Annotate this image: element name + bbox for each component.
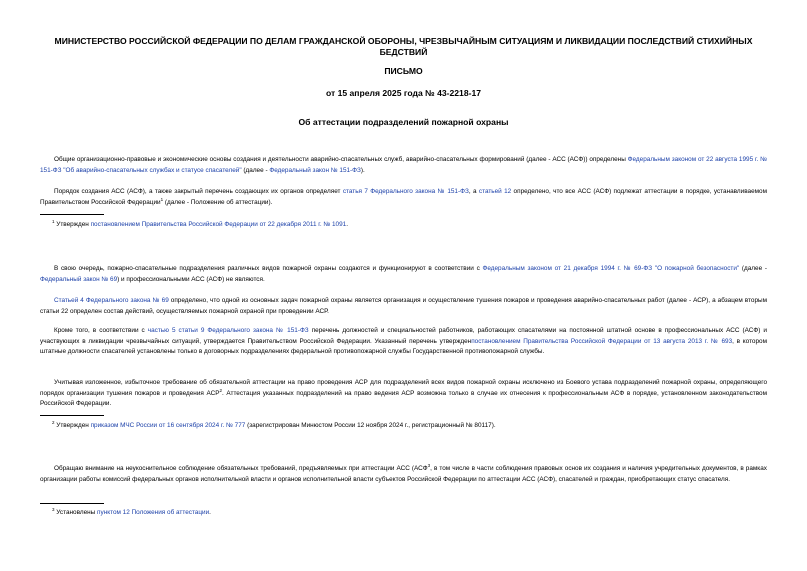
footnote-mark-3: 3 — [52, 506, 55, 512]
link-resolution-693[interactable]: постановлением Правительства Российской Федерации от 13 августа 2013 г. № 693 — [471, 337, 733, 345]
link-law-151fz[interactable]: Федеральным законом от 22 августа 1995 г. № 151-ФЗ "Об аварийно-спасательных службах и статусе спасателей" — [40, 156, 768, 174]
paragraph-3: В свою очередь, пожарно-спасательные подразделения различных видов пожарной охраны создаются и функционируют в соответствии с Федеральным законом от 21 декабря 1994 г. № 69-ФЗ "О пожарной безопасности" (далее - Федеральный закон № 69) и профессиональными АСС (АСФ) не являются. — [40, 265, 767, 283]
paragraph-7: Обращаю внимание на неукоснительное соблюдение обязательных требований, предъявляемых при аттестации АСС (АСФ$^3$, в том числе в части соблюдения правовых основ их создания и наличия учредительных документов, в рамках организации работы комиссий федеральных органов исполнительной власти и органов исполнительной власти субъектов Российской Федерации по аттестации АСС (АСФ), спасателей и граждан, приобретающих статус спасателя. — [40, 462, 767, 483]
footnote-divider-3 — [40, 503, 104, 504]
link-article-7[interactable]: статья 7 Федерального закона № 151-ФЗ — [342, 188, 469, 195]
paragraph-6: Учитывая изложенное, избыточное требование об обязательной аттестации на право проведения АСР для подразделений всех видов пожарной охраны исключено из Боевого устава подразделений пожарной охраны, определяющего порядок организации тушения пожаров и проведения АСР$^2$. Аттестация указанных подразделений на право ведения АСР возможна только в случае их отнесения к профессиональным АСФ в порядке, установленном законодательством Российской Федерации. — [40, 379, 767, 408]
doc-subject: Об аттестации подразделений пожарной охраны — [298, 117, 509, 127]
footnote-ref-2[interactable]: 2 — [219, 387, 222, 393]
footnote-divider-2 — [40, 415, 104, 416]
link-article-9-part-5[interactable]: частью 5 статьи 9 Федерального закона № 151-ФЗ — [147, 327, 309, 334]
link-law-151fz-short[interactable]: Федеральный закон № 151-ФЗ — [269, 166, 361, 174]
link-order-777[interactable]: приказом МЧС России от 16 сентября 2024 г. № 777 — [90, 422, 246, 429]
doc-date-number: от 15 апреля 2025 года № 43-2218-17 — [325, 88, 482, 98]
link-law-69-short[interactable]: Федеральный закон № 69 — [40, 275, 118, 283]
footnote-3: $^3$ Установлены пунктом 12 Положения об аттестации. — [52, 506, 211, 516]
footnote-ref-1[interactable]: 1 — [160, 196, 164, 202]
footnote-1: $^1$ Утвержден постановлением Правительства Российской Федерации от 22 декабря 2011 г. № 1091. — [52, 218, 348, 228]
paragraph-1: Общие организационно-правовые и экономические основы создания и деятельности аварийно-спасательных служб, аварийно-спасательных формирований (далее - АСС (АСФ)) определены Федеральным законом от 22 августа 1995 г. № 151-ФЗ "Об аварийно-спасательных службах и статусе спасателей" (далее - Федеральный закон № 151-ФЗ). — [40, 156, 768, 174]
paragraph-2: Порядок создания АСС (АСФ), а также закрытый перечень создающих их органов определяет статья 7 Федерального закона № 151-ФЗ, а статьей 12 определено, что все АСС (АСФ) подлежат аттестации в порядке, устанавливаемом Правительством Российской Федерации$^1$ (далее - Положение об аттестации). — [40, 188, 767, 206]
doc-type: ПИСЬМО — [384, 66, 423, 76]
ministry-title: МИНИСТЕРСТВО РОССИЙСКОЙ ФЕДЕРАЦИИ ПО ДЕЛАМ ГРАЖДАНСКОЙ ОБОРОНЫ, ЧРЕЗВЫЧАЙНЫМ СИТУАЦИЯМ И ЛИКВИДАЦИИ ПОСЛЕДСТВИЙ СТИХИЙНЫХ БЕДСТВИЙ — [54, 36, 753, 57]
link-article-12[interactable]: статьей 12 — [478, 188, 512, 195]
link-law-69fz[interactable]: Федеральным законом от 21 декабря 1994 г. № 69-ФЗ "О пожарной безопасности" — [482, 265, 740, 272]
footnote-ref-3[interactable]: 3 — [427, 462, 431, 468]
footnote-mark-2: 2 — [52, 419, 55, 425]
paragraph-4: Статьей 4 Федерального закона № 69 определено, что одной из основных задач пожарной охраны является организация и осуществление тушения пожаров и проведения аварийно-спасательных работ (далее - АСР), а абзацем вторым статьи 22 определен состав действий, осуществляемых пожарной охраной при проведении АСР. — [40, 297, 767, 315]
link-article-4[interactable]: Статьей 4 Федерального закона № 69 — [54, 297, 169, 304]
link-regulation-point-12[interactable]: пунктом 12 Положения об аттестации — [97, 509, 210, 516]
footnote-mark-1: 1 — [52, 218, 55, 224]
footnote-2: $^2$ Утвержден приказом МЧС России от 16 сентября 2024 г. № 777 (зарегистрирован Минюстом России 12 ноября 2024 г., регистрационный № 80117). — [52, 419, 496, 429]
footnote-divider-1 — [40, 214, 104, 215]
link-resolution-1091[interactable]: постановлением Правительства Российской Федерации от 22 декабря 2011 г. № 1091 — [90, 221, 347, 228]
paragraph-5: Кроме того, в соответствии с частью 5 статьи 9 Федерального закона № 151-ФЗ перечень должностей и специальностей работников, работающих спасателями на постоянной штатной основе в профессиональных АСС (АСФ) и участвующих в ликвидации чрезвычайных ситуаций, утверждается Правительством Российской Федерации. Указанный перечень утвержденпостановлением Правительства Российской Федерации от 13 августа 2013 г. № 693, в котором штатные должности спасателей установлены только в договорных подразделениях федеральной противопожарной службы Государственной противопожарной службы. — [40, 327, 767, 356]
